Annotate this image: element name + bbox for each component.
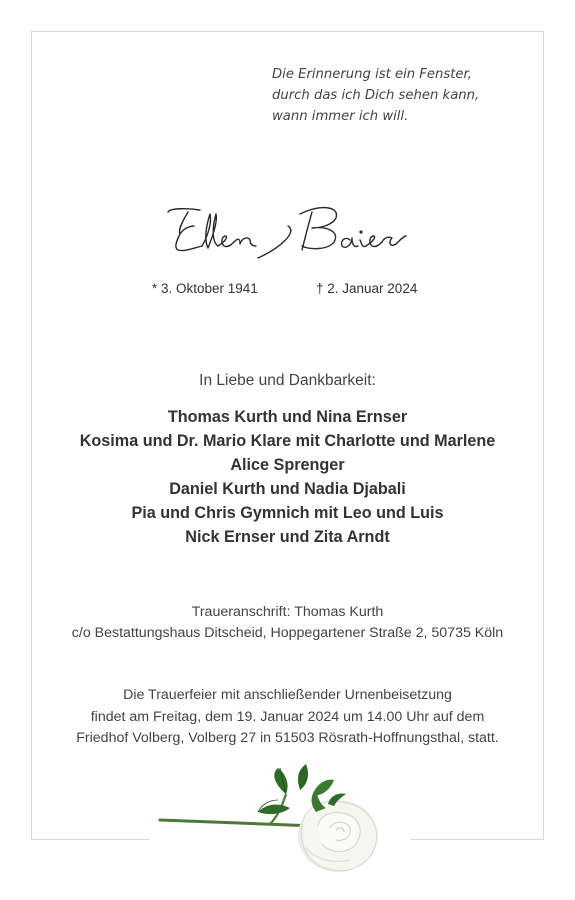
death-date: † 2. Januar 2024 (316, 281, 418, 296)
mourner-line: Pia und Chris Gymnich mit Leo und Luis (131, 504, 444, 522)
quote-line: wann immer ich will. (272, 109, 409, 124)
funeral-line: Friedhof Volberg, Volberg 27 in 51503 Rösrath-Hoffnungsthal, statt. (76, 730, 499, 746)
white-rose-icon (150, 760, 410, 878)
mourning-address (0, 602, 575, 644)
mourner-line: Thomas Kurth und Nina Ernser (167, 408, 408, 426)
mourner-line: Nick Ernser und Zita Arndt (185, 528, 390, 546)
funeral-line: findet am Freitag, dem 19. Januar 2024 um 14.00 Uhr auf dem (90, 708, 485, 725)
funeral-details (0, 685, 575, 750)
mourner-line: Kosima und Dr. Mario Klare mit Charlotte und Marlene (79, 432, 496, 450)
quote-line: durch das ich Dich sehen kann, (272, 88, 480, 103)
birth-date: * 3. Oktober 1941 (152, 281, 258, 296)
memorial-quote (272, 64, 542, 127)
mourner-line: Daniel Kurth und Nadia Djabali (169, 480, 406, 498)
mourner-line: Alice Sprenger (230, 456, 345, 474)
address-line: Traueranschrift: Thomas Kurth (191, 604, 384, 620)
address-line: c/o Bestattungshaus Ditscheid, Hoppegartener Straße 2, 50735 Köln (71, 625, 504, 641)
mourners-list (0, 405, 575, 549)
mourners-intro: In Liebe und Dankbarkeit: (199, 372, 376, 389)
funeral-line: Die Trauerfeier mit anschließender Urnenbeisetzung (123, 687, 452, 703)
quote-line: Die Erinnerung ist ein Fenster, (272, 67, 472, 82)
signature-icon (160, 196, 420, 276)
deceased-name-signature (160, 196, 420, 276)
